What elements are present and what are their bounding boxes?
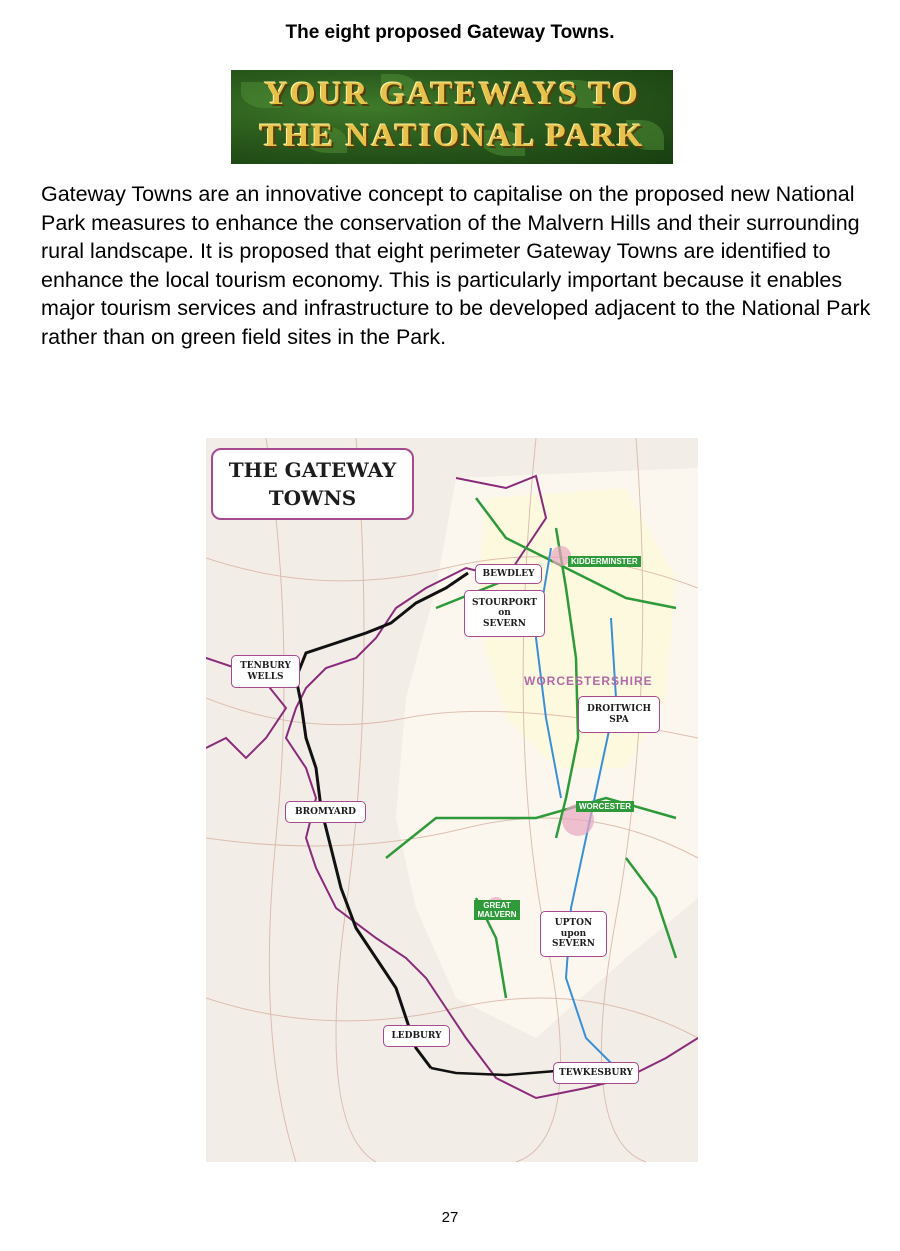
town-tenbury-wells <box>231 655 300 688</box>
town-tewkesbury <box>553 1062 639 1084</box>
city-label-great-malvern: GREAT MALVERN <box>474 900 520 920</box>
town-bromyard-label: BROMYARD <box>294 806 356 817</box>
town-tenbury-line-2: WELLS <box>247 671 284 682</box>
town-ledbury <box>383 1025 450 1047</box>
town-droitwich-spa <box>578 696 660 733</box>
town-upton-upon-severn <box>540 911 607 957</box>
town-bewdley-label: BEWDLEY <box>482 568 535 579</box>
town-bewdley <box>475 564 542 584</box>
town-stourport-line-3: SEVERN <box>483 618 526 629</box>
town-ledbury-label: LEDBURY <box>391 1030 442 1041</box>
city-label-kidderminster: KIDDERMINSTER <box>568 556 641 567</box>
map-title-line-1: THE GATEWAY <box>228 458 397 482</box>
town-stourport <box>464 590 545 637</box>
map-title-line-2: TOWNS <box>268 486 357 510</box>
county-label-worcestershire: WORCESTERSHIRE <box>524 674 653 688</box>
town-tewkesbury-label: TEWKESBURY <box>559 1067 633 1078</box>
gateways-banner <box>231 70 673 164</box>
city-label-worcester: WORCESTER <box>576 801 634 812</box>
town-upton-line-1: UPTON <box>554 918 593 929</box>
town-upton-line-3: SEVERN <box>552 939 595 950</box>
banner-line-2: THE NATIONAL PARK <box>259 118 645 154</box>
town-droitwich-line-2: SPA <box>609 714 629 725</box>
town-stourport-line-2: on <box>498 608 511 619</box>
page-title: The eight proposed Gateway Towns. <box>285 22 615 43</box>
page-number: 27 <box>441 1209 459 1226</box>
map-title-box <box>211 448 414 520</box>
banner-line-1: YOUR GATEWAYS TO <box>264 76 640 112</box>
town-stourport-line-1: STOURPORT <box>472 597 537 608</box>
gateway-towns-map <box>206 438 698 1162</box>
town-tenbury-line-1: TENBURY <box>240 661 291 671</box>
map-artwork <box>206 438 698 1162</box>
town-bromyard <box>285 801 366 823</box>
intro-paragraph: Gateway Towns are an innovative concept to capitalise on the proposed new National Park measures to enhance the conservation of the Malvern Hills and their surrounding rural landscape. It is proposed that eight perimeter Gateway Towns are identified to enhance the local tourism economy. This is particularly important because it enables major tourism services and infrastructure to be developed adjacent to the National Park rather than on green field sites in the Park. <box>41 182 871 349</box>
town-droitwich-line-1: DROITWICH <box>586 704 651 714</box>
town-upton-line-2: upon <box>560 928 587 939</box>
